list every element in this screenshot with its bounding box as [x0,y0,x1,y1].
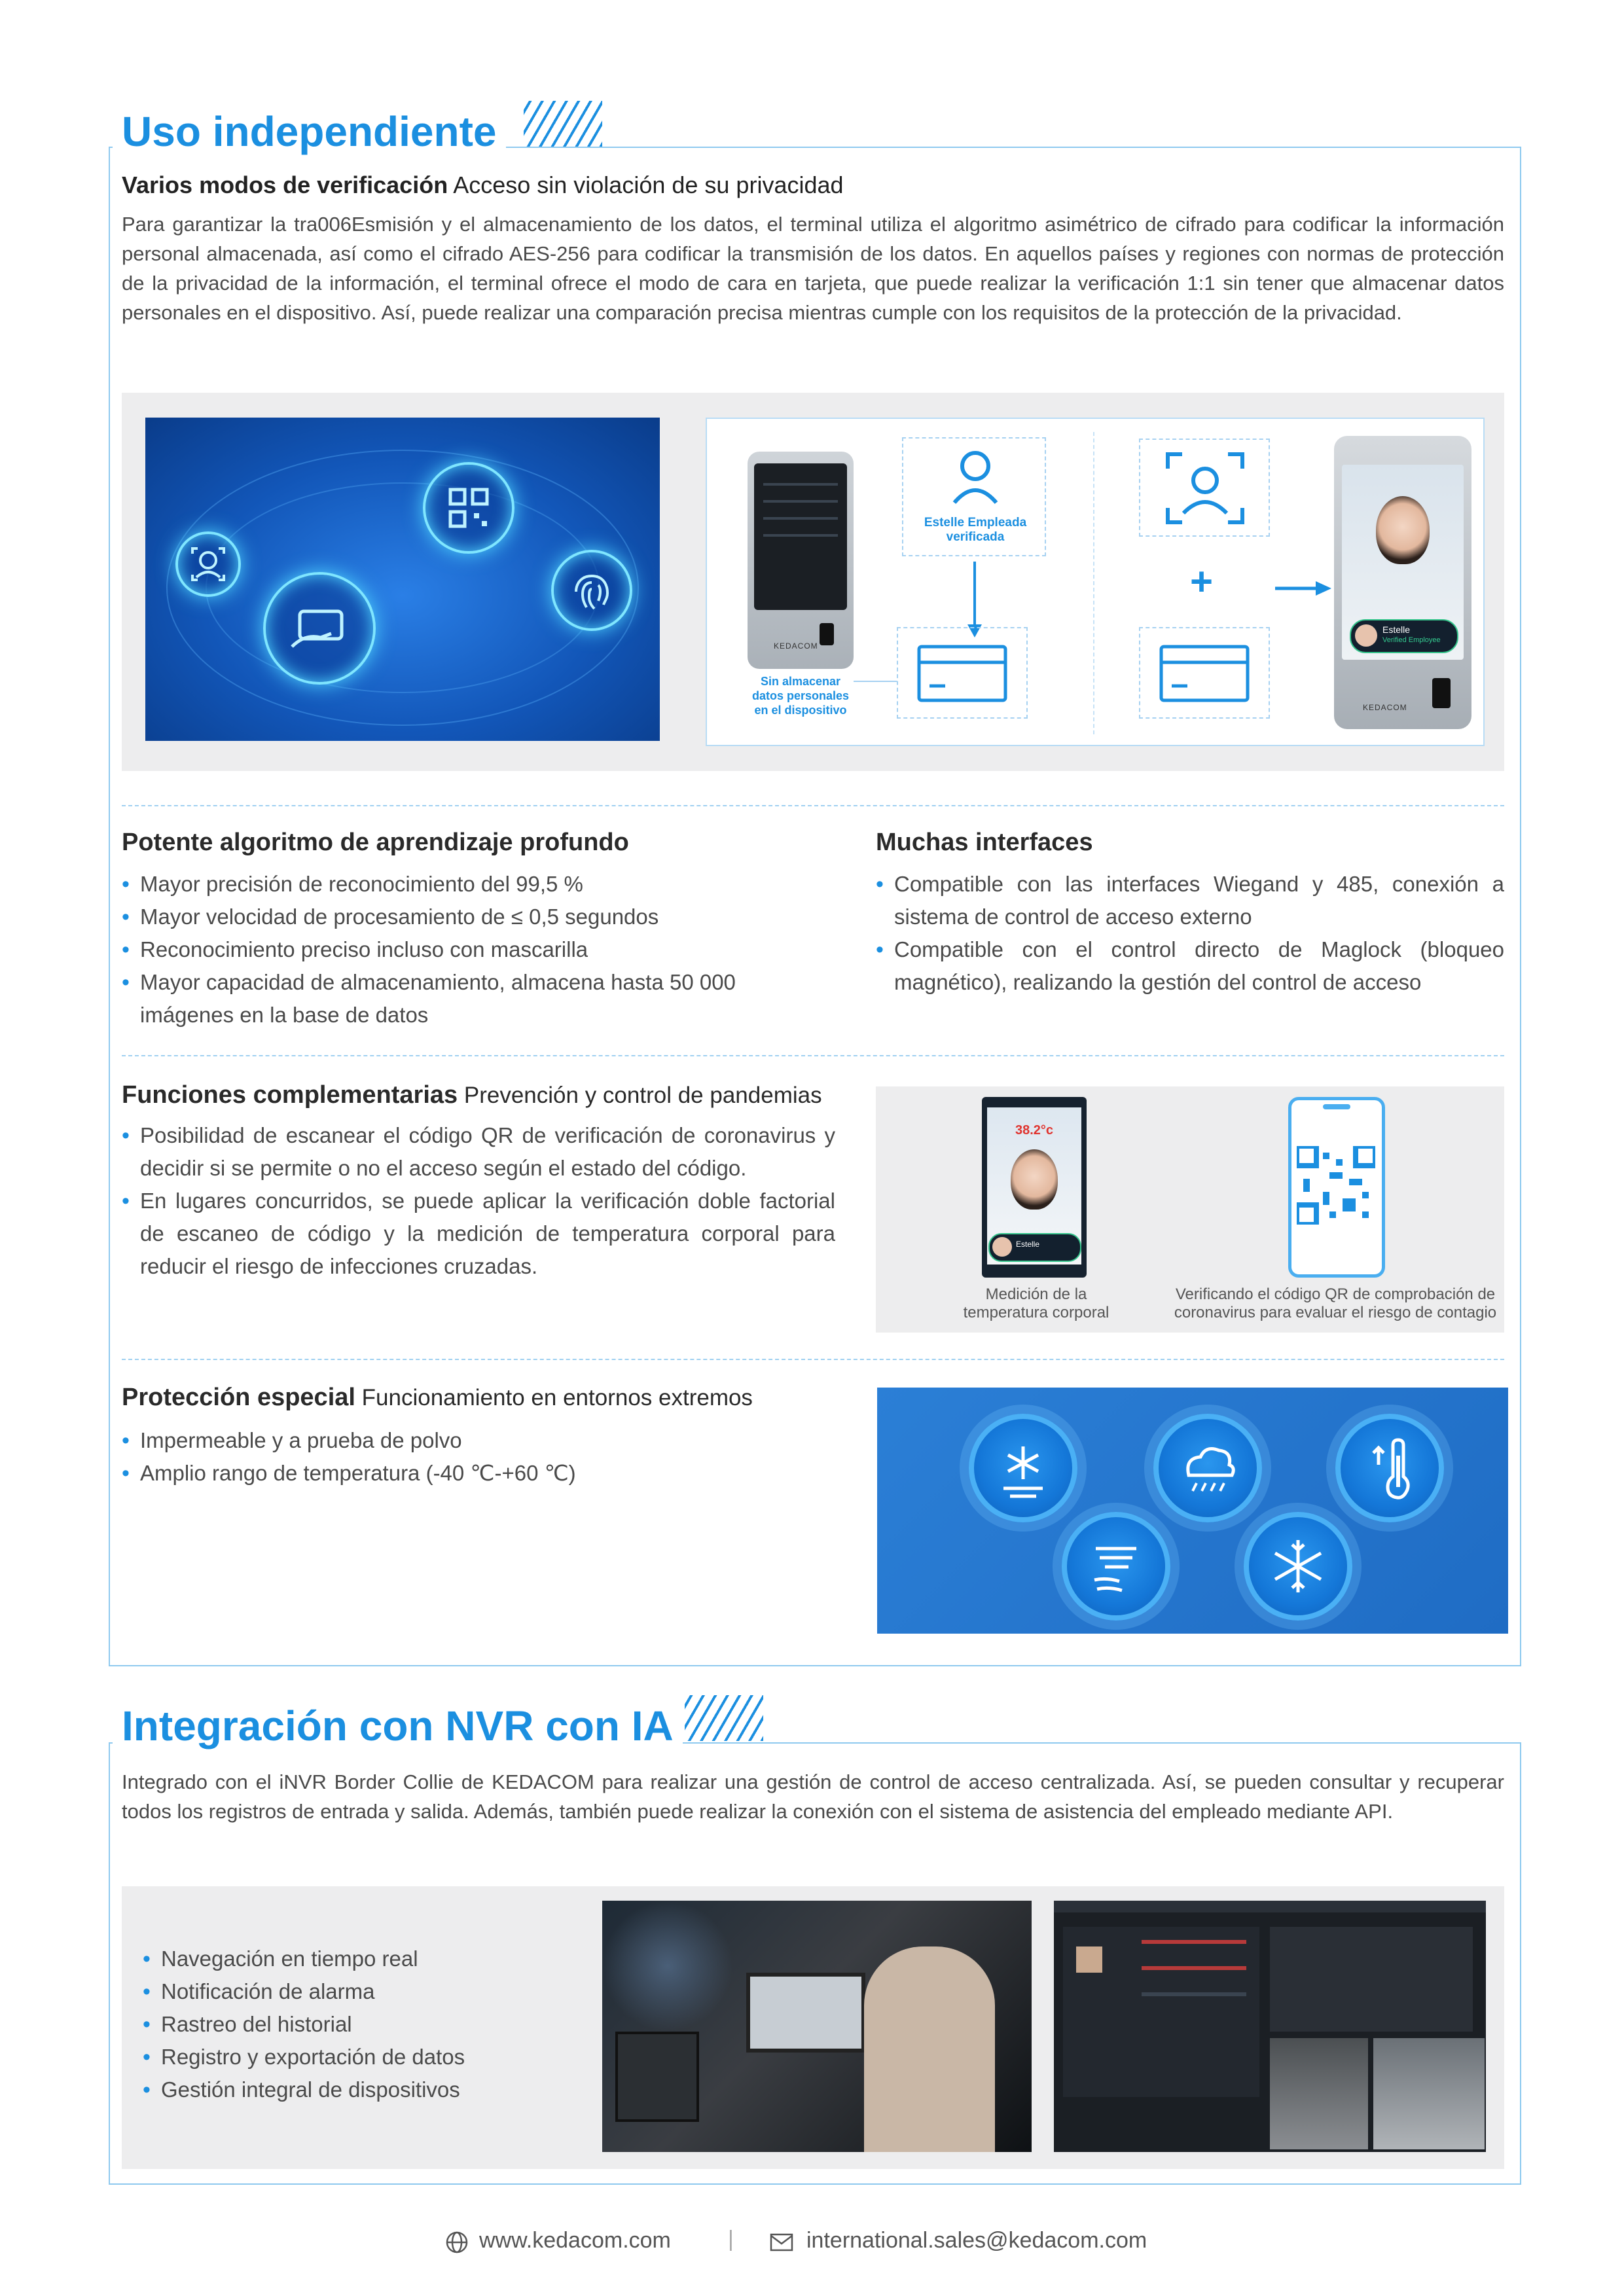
card-mode-icon [263,572,376,685]
no-storage-label: Sin almacenar datos personales en el dispositivo [751,675,850,717]
device-brand: KEDACOM [774,641,818,651]
pandemic-list [122,1119,835,1283]
face-photo [1011,1149,1058,1210]
deep-learning-title: Potente algoritmo de aprendizaje profundo [122,829,629,856]
thermometer-icon [1335,1414,1444,1522]
special-protection-title: Protección especial Funcionamiento en entornos extremos [122,1384,753,1411]
verification-modes-image [145,418,660,741]
device-screen [1342,465,1464,660]
list-item: • Mayor capacidad de almacenamiento, almacena hasta 50 000 imágenes en la base de datos [122,966,742,1031]
list-item: • Rastreo del historial [143,2008,549,2041]
temperature-device-screen [982,1097,1087,1278]
face-photo [1376,496,1430,564]
divider-3 [122,1359,1504,1360]
list-item: • Registro y exportación de datos [143,2041,549,2073]
plus-sign: + [1190,560,1214,603]
qr-mode-icon [423,462,514,554]
fingerprint-sensor [820,623,834,645]
qr-code-icon [1297,1146,1375,1225]
fingerprint-sensor [1432,678,1451,708]
title-stripes-decoration [524,101,602,147]
rain-cloud-icon [1153,1414,1262,1522]
list-item: • Amplio rango de temperatura (-40 ℃-+60 ℃) [122,1457,842,1490]
section1-title: Uso independiente [113,102,506,161]
device-person-name: Estelle [1016,1240,1040,1249]
list-item: • Mayor precisión de reconocimiento del 99,5 % [122,868,750,901]
list-item: • Impermeable y a prueba de polvo [122,1424,842,1457]
mail-icon [770,2233,793,2251]
list-item: • Compatible con el control directo de Maglock (bloqueo magnético), realizando la gestión del control de acceso [876,933,1504,999]
face-scan-icon [1163,449,1248,528]
id-card-box-right [1139,627,1270,719]
title-stripes-decoration [685,1695,763,1741]
pandemic-title: Funciones complementarias Prevención y control de pandemias [122,1081,822,1109]
special-protection-list [122,1424,842,1490]
fingerprint-mode-icon [551,550,632,631]
deep-learning-list [122,868,750,1031]
verified-label: Estelle Empleada verificada [924,516,1027,544]
card-on-face-diagram [706,418,1485,746]
list-item: • En lugares concurridos, se puede aplicar la verificación doble factorial de escaneo de código y la medición de temperatura corporal para reducir el riesgo de infecciones cruzadas. [122,1185,835,1283]
id-card-box-left [897,627,1028,719]
extreme-environment-image [877,1388,1508,1634]
wind-tornado-icon [1062,1512,1170,1621]
card-icon [916,644,1008,703]
divider-1 [122,805,1504,806]
list-item: • Mayor velocidad de procesamiento de ≤ 0,5 segundos [122,901,750,933]
operator-silhouette [864,1946,995,2152]
terminal-device-right [1334,436,1471,729]
video-feed-1 [1270,2038,1368,2149]
face-scan-box [1139,439,1270,537]
privacy-paragraph: Para garantizar la tra006Esmisión y el almacenamiento de los datos, el terminal utiliza el algoritmo asimétrico de cifrado para codificar la información personal almacenada, así como el cifrado AES-256 para codificar la transmisión de los datos. En aquellos países y regiones con normas de protección de la privacidad de la información, el terminal ofrece el modo de cara en tarjeta, que puede realizar la verificación 1:1 sin tener que almacenar datos personales en el dispositivo. Así, puede realizar una comparación precisa mientras cumple con los requisitos de la protección de la privacidad. [122,213,1504,324]
device-brand: KEDACOM [1363,703,1407,712]
verified-person-box [902,437,1046,556]
list-item: • Compatible con las interfaces Wiegand y 485, conexión a sistema de control de acceso externo [876,868,1504,933]
diagram-divider [1093,432,1094,734]
footer-separator: | [728,2227,734,2251]
temperature-reading: 38.2°c [1015,1123,1054,1138]
frost-icon [969,1414,1077,1522]
website-link[interactable]: www.kedacom.com [479,2228,671,2253]
id-badge [988,1233,1081,1262]
id-badge [1350,619,1458,653]
list-item: • Posibilidad de escanear el código QR de verificación de coronavirus y decidir si se permite o no el acceso según el estado del código. [122,1119,835,1185]
person-icon [949,448,1001,507]
face-mode-icon [175,531,241,597]
list-item: • Gestión integral de dispositivos [143,2073,549,2106]
verification-subtitle: Varios modos de verificación Acceso sin violación de su privacidad [122,171,844,198]
list-item: • Reconocimiento preciso incluso con mascarilla [122,933,750,966]
interfaces-title: Muchas interfaces [876,829,1093,856]
snowflake-icon [1244,1512,1352,1621]
nvr-software-screenshot [1054,1901,1486,2152]
device-person-role: Verified Employee [1382,636,1441,644]
nvr-feature-list [143,1943,549,2106]
device-person-name: Estelle [1382,624,1411,635]
monitor-left [615,2032,699,2122]
operator-photo [602,1901,1032,2152]
nvr-paragraph: Integrado con el iNVR Border Collie de KEDACOM para realizar una gestión de control de acceso centralizada. Así, se pueden consultar y recuperar todos los registros de entrada y salida. Además, también puede realizar la conexión con el sistema de asistencia del empleado mediante API. [122,1770,1504,1823]
list-item: • Navegación en tiempo real [143,1943,549,1975]
card-icon [1159,644,1250,703]
interfaces-list [876,868,1504,999]
globe-icon [445,2231,469,2254]
email-link[interactable]: international.sales@kedacom.com [806,2228,1147,2253]
qr-phone [1288,1097,1385,1278]
device-screen [754,463,847,610]
terminal-device-left [748,452,854,669]
divider-2 [122,1055,1504,1056]
connector-line [854,681,897,682]
qr-caption: Verificando el código QR de comprobación de coronavirus para evaluar el riesgo de contagio [1174,1285,1497,1321]
temperature-caption: Medición de la temperatura corporal [963,1285,1110,1321]
monitor-screen [746,1973,865,2053]
video-feed-2 [1373,2038,1485,2149]
list-item: • Notificación de alarma [143,1975,549,2008]
section2-title: Integración con NVR con IA [113,1696,683,1755]
right-arrow-icon [1275,579,1334,598]
